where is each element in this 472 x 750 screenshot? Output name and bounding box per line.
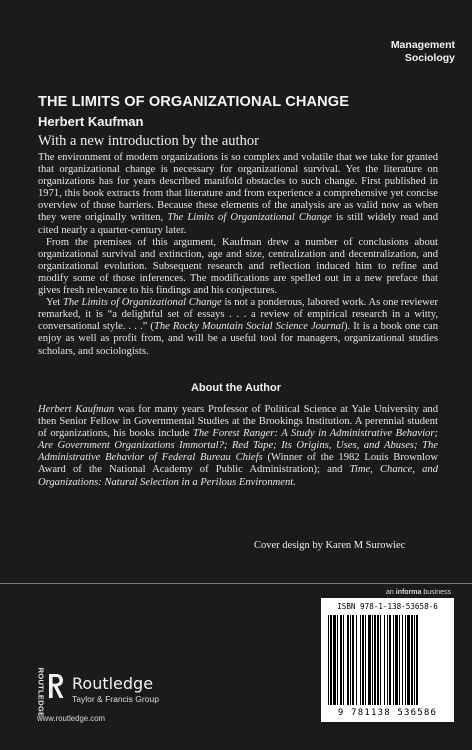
barcode-bar — [399, 615, 400, 705]
barcode-bar — [356, 615, 357, 705]
publisher-group: Taylor & Francis Group — [72, 694, 159, 704]
barcode-bar — [347, 615, 349, 705]
blurb-paragraph-3 — [38, 297, 438, 357]
text-run: The environment of modern organizations is so complex and volatile that we take for granted that organizational change is necessary for organizational survival. Yet the literature on organizations has for years described manifold obstacles to such change. First published in 1971, this book extracts from that literature and from experience a comprehensive yet concise overview of those barriers. Because these elements of the analysis are as valid now as when they were originally written, — [38, 152, 438, 224]
barcode-bar — [340, 615, 342, 705]
text-run: (Winner of the 1982 Louis Brownlow Award of the National Academy of Public Administration); and — [38, 452, 438, 476]
italic-text-run: The Limits of Organizational Change — [62, 297, 222, 309]
publisher-vertical-label: ROUTLEDGE — [36, 667, 46, 718]
barcode-bar — [389, 615, 391, 705]
barcode-bar — [352, 615, 354, 705]
barcode-panel — [321, 598, 454, 722]
barcode-bar — [393, 615, 394, 705]
barcode-bar — [365, 615, 366, 705]
barcode-bar — [405, 615, 406, 705]
informa-business-tag — [386, 589, 451, 596]
italic-text-run: Time, Chance, and Organizations: Natural Selection in a Perilous Environment. — [38, 464, 439, 488]
italic-text-run: The Rocky Mountain Social Science Journal — [153, 321, 344, 333]
subject-sociology: Sociology — [404, 52, 455, 64]
informa-prefix: an — [386, 589, 396, 596]
barcode-bar — [368, 615, 371, 705]
text-run: is not a ponderous, labored work. As one reviewer remarked, it is “a delightful set of essays . . . a review of empirical research in a witty, conversational style. . . .” ( — [38, 297, 438, 333]
barcode-bar — [328, 615, 329, 705]
informa-suffix: business — [421, 589, 451, 596]
publisher-name: Routledge — [72, 674, 154, 693]
italic-text-run: The Limits of Organizational Change — [167, 212, 332, 224]
barcode-bar — [395, 615, 398, 705]
barcode-bar — [350, 615, 351, 705]
text-run: ). It is a book one can enjoy as well as profit from, and will be a useful tool for managers, organizational studies scholars, and sociologists. — [38, 321, 438, 357]
barcode-icon — [326, 615, 449, 705]
about-author-heading: About the Author — [190, 382, 281, 394]
isbn-label: ISBN 978-1-138-53658-6 — [337, 602, 438, 611]
text-run: was for many years Professor of Political Science at Yale University and then Senior Fellow in Governmental Studies at the Brookings Institution. A perennial student of organizations, his books include — [38, 404, 438, 440]
text-run: From the premises of this argument, Kaufman drew a number of conclusions about organizational survival and extinction, age and size, centralization and decentralization, and organizational evolution. Subsequent research and reflection induced him to refine and modify some of those inferences. The modifications are spelled out in a new preface that gives fresh relevance to his findings and his conjectures. — [38, 236, 438, 297]
barcode-bar — [330, 615, 332, 705]
italic-text-run: Herbert Kaufman — [38, 404, 115, 415]
blurb-text — [38, 152, 438, 358]
barcode-bar — [360, 615, 361, 705]
barcode-bar — [333, 615, 336, 705]
barcode-bar — [377, 615, 379, 705]
barcode-bar — [411, 615, 413, 705]
book-title: THE LIMITS OF ORGANIZATIONAL CHANGE — [38, 94, 350, 110]
publisher-website: www.routledge.com — [37, 714, 106, 723]
barcode-bar — [337, 615, 338, 705]
barcode-bar — [387, 615, 388, 705]
divider-line — [0, 583, 472, 584]
barcode-bar — [384, 615, 385, 705]
text-run: Yet — [46, 297, 63, 309]
subject-management: Management — [390, 39, 455, 51]
barcode-bar — [407, 615, 410, 705]
informa-brand: informa — [395, 589, 422, 596]
barcode-bar — [414, 615, 415, 705]
barcode-bar — [362, 615, 364, 705]
publisher-logo — [34, 668, 204, 718]
barcode-bar — [402, 615, 403, 705]
barcode-bar — [374, 615, 376, 705]
barcode-number: 9 781138 536586 — [337, 708, 438, 718]
text-run: is still widely read and cited nearly a quarter-century later. — [38, 212, 439, 236]
book-author: Herbert Kaufman — [38, 114, 144, 129]
italic-text-run: The Forest Ranger: A Study in Administrative Behavior; Are Government Organizations Immortal?; Red Tape; Its Origins, Uses, and Abuses; The Administrative Behavior of Federal Bureau Chiefs — [38, 428, 438, 464]
blurb-paragraph-1 — [38, 152, 438, 237]
routledge-r-icon — [47, 673, 65, 699]
cover-design-credit: Cover design by Karen M Surowiec — [254, 540, 406, 551]
author-bio — [38, 404, 438, 489]
barcode-bar — [343, 615, 344, 705]
new-introduction-note: With a new introduction by the author — [38, 133, 259, 149]
barcode-bar — [416, 615, 418, 705]
blurb-paragraph-2 — [38, 237, 438, 297]
barcode-bar — [372, 615, 373, 705]
subject-category — [391, 39, 455, 65]
barcode-bar — [380, 615, 381, 705]
